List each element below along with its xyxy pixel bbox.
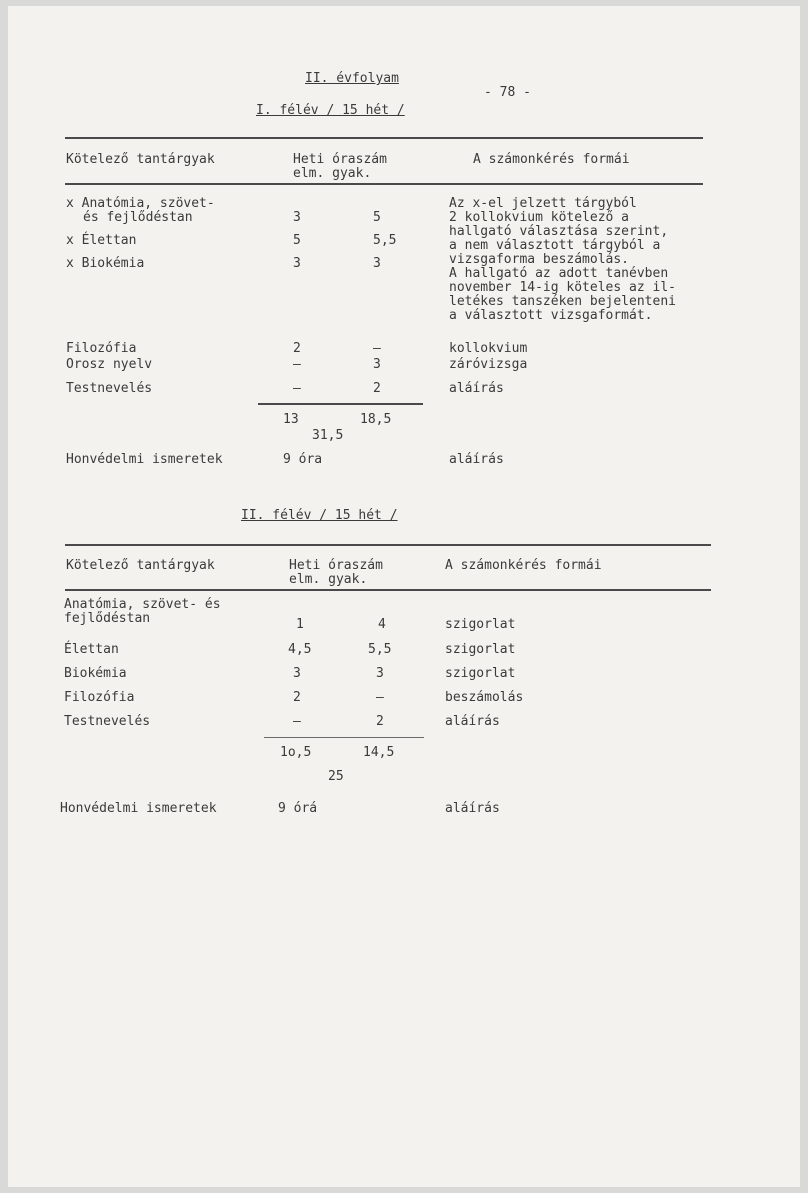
note-line: hallgató választása szerint, — [449, 224, 669, 239]
total-hours: 31,5 — [312, 428, 344, 443]
assessment-form: beszámolás — [445, 690, 524, 705]
hours-elm: – — [293, 381, 301, 396]
table2-sum-rule — [264, 737, 424, 738]
hours-elm: 4,5 — [288, 642, 312, 657]
table2-header-rule — [65, 589, 711, 591]
hours-elm: 3 — [293, 210, 301, 225]
subject-name: Orosz nyelv — [66, 357, 153, 372]
subject-name: Filozófia — [66, 341, 137, 356]
hours-gyak: 5,5 — [373, 233, 397, 248]
year-title: II. évfolyam — [305, 71, 399, 86]
hours-elm: 3 — [293, 256, 301, 271]
honved-subject: Honvédelmi ismeretek — [60, 801, 217, 816]
hours-elm: – — [293, 357, 301, 372]
hours-gyak: 4 — [378, 617, 386, 632]
hours-elm: – — [293, 714, 301, 729]
table1-col-hours: Heti óraszám — [293, 152, 387, 167]
subject-name: x Élettan — [66, 233, 137, 248]
total-hours: 25 — [328, 769, 344, 784]
hours-gyak: 3 — [373, 256, 381, 271]
honved-form: aláírás — [449, 452, 504, 467]
hours-elm: 5 — [293, 233, 301, 248]
hours-gyak: 5,5 — [368, 642, 392, 657]
note-line: Az x-el jelzett tárgyból — [449, 196, 637, 211]
table2-col-hours: Heti óraszám — [289, 558, 383, 573]
table1-sum-rule — [258, 403, 423, 405]
table1-col-assessment: A számonkérés formái — [473, 152, 630, 167]
subject-name: Anatómia, szövet- és — [64, 597, 221, 612]
assessment-form: záróvizsga — [449, 357, 528, 372]
note-line: letékes tanszéken bejelenteni — [449, 294, 676, 309]
semester-2-title: II. félév / 15 hét / — [241, 508, 398, 523]
table1-col-hours-sub: elm. gyak. — [293, 166, 372, 181]
total-elm: 1o,5 — [280, 745, 312, 760]
table1-header-rule — [65, 183, 703, 185]
honved-hours: 9 órá — [278, 801, 318, 816]
table2-col-subjects: Kötelező tantárgyak — [66, 558, 215, 573]
total-elm: 13 — [283, 412, 299, 427]
hours-gyak: – — [373, 341, 381, 356]
subject-name: Testnevelés — [64, 714, 151, 729]
hours-gyak: – — [376, 690, 384, 705]
hours-gyak: 5 — [373, 210, 381, 225]
hours-elm: 2 — [293, 690, 301, 705]
subject-name: x Biokémia — [66, 256, 145, 271]
table1-top-rule — [65, 137, 703, 139]
subject-name: Testnevelés — [66, 381, 153, 396]
subject-name: Biokémia — [64, 666, 127, 681]
page-number: - 78 - — [484, 85, 531, 100]
note-line: a nem választott tárgyból a — [449, 238, 661, 253]
total-gyak: 18,5 — [360, 412, 392, 427]
hours-elm: 2 — [293, 341, 301, 356]
subject-name: Élettan — [64, 642, 119, 657]
note-line: november 14-ig köteles az il- — [449, 280, 676, 295]
subject-name: Filozófia — [64, 690, 135, 705]
note-line: A hallgató az adott tanévben — [449, 266, 669, 281]
honved-hours: 9 óra — [283, 452, 323, 467]
subject-name: x Anatómia, szövet- — [66, 196, 215, 211]
total-gyak: 14,5 — [363, 745, 395, 760]
note-line: a választott vizsgaformát. — [449, 308, 653, 323]
hours-gyak: 2 — [373, 381, 381, 396]
semester-1-title: I. félév / 15 hét / — [256, 103, 405, 118]
table2-top-rule — [65, 544, 711, 546]
honved-form: aláírás — [445, 801, 500, 816]
assessment-form: szigorlat — [445, 617, 516, 632]
honved-subject: Honvédelmi ismeretek — [66, 452, 223, 467]
assessment-form: szigorlat — [445, 666, 516, 681]
hours-elm: 1 — [296, 617, 304, 632]
hours-elm: 3 — [293, 666, 301, 681]
document-page — [8, 6, 800, 1187]
table2-col-hours-sub: elm. gyak. — [289, 572, 368, 587]
hours-gyak: 3 — [376, 666, 384, 681]
table1-col-subjects: Kötelező tantárgyak — [66, 152, 215, 167]
hours-gyak: 2 — [376, 714, 384, 729]
assessment-form: szigorlat — [445, 642, 516, 657]
hours-gyak: 3 — [373, 357, 381, 372]
assessment-form: kollokvium — [449, 341, 528, 356]
subject-name-cont: fejlődéstan — [64, 611, 151, 626]
assessment-form: aláírás — [445, 714, 500, 729]
table2-col-assessment: A számonkérés formái — [445, 558, 602, 573]
assessment-form: aláírás — [449, 381, 504, 396]
note-line: vizsgaforma beszámolás. — [449, 252, 630, 267]
note-line: 2 kollokvium kötelező a — [449, 210, 630, 225]
subject-name-cont: és fejlődéstan — [83, 210, 193, 225]
